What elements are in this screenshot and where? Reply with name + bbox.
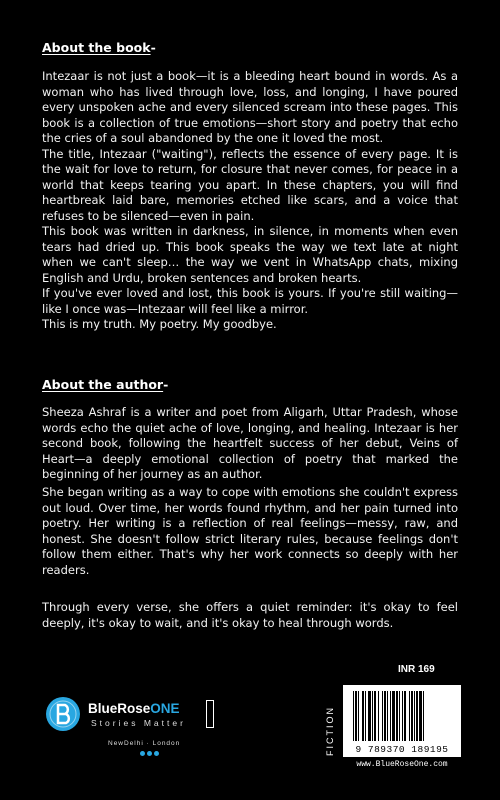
publisher-name: BlueRoseONE	[88, 701, 180, 716]
barcode-bar	[372, 691, 373, 741]
author-paragraph-1: Sheeza Ashraf is a writer and poet from Aligarh, Uttar Pradesh, whose words echo the quiet ache of love, longing, and healing. Intezaar is her second book, following the heartfelt success of her debut, Veins of Heart—a deeply emotional collection of poetry that marked the beginning of her journey as an author.	[42, 405, 458, 481]
isbn-barcode	[343, 685, 461, 757]
publisher-website: www.BlueRoseOne.com	[356, 760, 448, 769]
barcode-bar	[374, 691, 376, 741]
about-author-heading: About the author-	[42, 377, 169, 392]
barcode-bar	[404, 691, 406, 741]
barcode-bar	[411, 691, 413, 741]
instagram-icon	[147, 751, 152, 756]
book-paragraph: This book was written in darkness, in silence, in moments when even tears had dried up. This book speaks the way we text late at night when we can't sleep… the way we vent in WhatsApp chats, mixing English and Urdu, broken sentences and broken hearts.	[42, 224, 458, 285]
barcode-bars	[343, 685, 461, 743]
barcode-bar	[387, 691, 388, 741]
book-paragraph: The title, Intezaar ("waiting"), reflects the essence of every page. It is the wait for love to return, for closure that never comes, for peace in a world that keeps tearing you apart. In these chapters, you will find heartbreak laid bare, memories etched like scars, and a voice that refuses to be silenced—even in pain.	[42, 146, 458, 223]
barcode-bar	[365, 691, 366, 741]
barcode-bar	[355, 691, 357, 741]
publisher-tagline: Stories Matter	[91, 718, 186, 728]
barcode-bar	[423, 691, 424, 741]
barcode-bar	[396, 691, 398, 741]
barcode-bar	[402, 691, 403, 741]
social-icons	[140, 751, 159, 756]
book-paragraph: Intezaar is not just a book—it is a bleeding heart bound in words. As a woman who has lived through love, loss, and longing, I have poured every unspoken ache and every silenced scream into these pages. This book is a collection of true emotions—short story and poetry that echo the cries of a soul abandoned by the one it loved the most.	[42, 69, 458, 145]
about-book-text	[42, 69, 458, 333]
about-book-heading: About the book-	[42, 40, 156, 55]
price-label: INR 169	[398, 664, 435, 675]
barcode-bar	[414, 691, 415, 741]
barcode-bar	[399, 691, 400, 741]
barcode-bar	[419, 691, 422, 741]
author-paragraph-2: She began writing as a way to cope with emotions she couldn't express out loud. Over time, her words found rhythm, and her pain turned into poetry. Her writing is a reflection of real feelings—messy, raw, and honest. She doesn't follow strict literary rules, because feelings don't follow them either. That's why her work connects so deeply with her readers.	[42, 485, 458, 577]
barcode-bar	[390, 691, 391, 741]
barcode-bar	[384, 691, 386, 741]
b-letter-logo-icon	[45, 696, 81, 732]
barcode-bar	[362, 691, 364, 741]
twitter-icon	[154, 751, 159, 756]
book-paragraph: If you've ever loved and lost, this book is yours. If you're still waiting—like I once was—Intezaar will feel like a mirror.	[42, 286, 458, 316]
book-paragraph: This is my truth. My poetry. My goodbye.	[42, 317, 277, 331]
barcode-bar	[368, 691, 371, 741]
barcode-bar	[358, 691, 359, 741]
barcode-bar	[392, 691, 395, 741]
facebook-icon	[140, 751, 145, 756]
isbn-number: 9 789370 189195	[355, 744, 449, 755]
barcode-bar	[416, 691, 418, 741]
publisher-locations: NewDelhi · London	[108, 740, 181, 747]
publisher-box-mark	[206, 700, 214, 728]
author-paragraph-3: Through every verse, she offers a quiet reminder: it's okay to feel deeply, it's okay to wait, and it's okay to heal through words.	[42, 600, 458, 630]
genre-label: FICTION	[325, 706, 335, 756]
barcode-bar	[378, 691, 379, 741]
barcode-bar	[409, 691, 410, 741]
barcode-bar	[382, 691, 383, 741]
barcode-bar	[353, 691, 354, 741]
